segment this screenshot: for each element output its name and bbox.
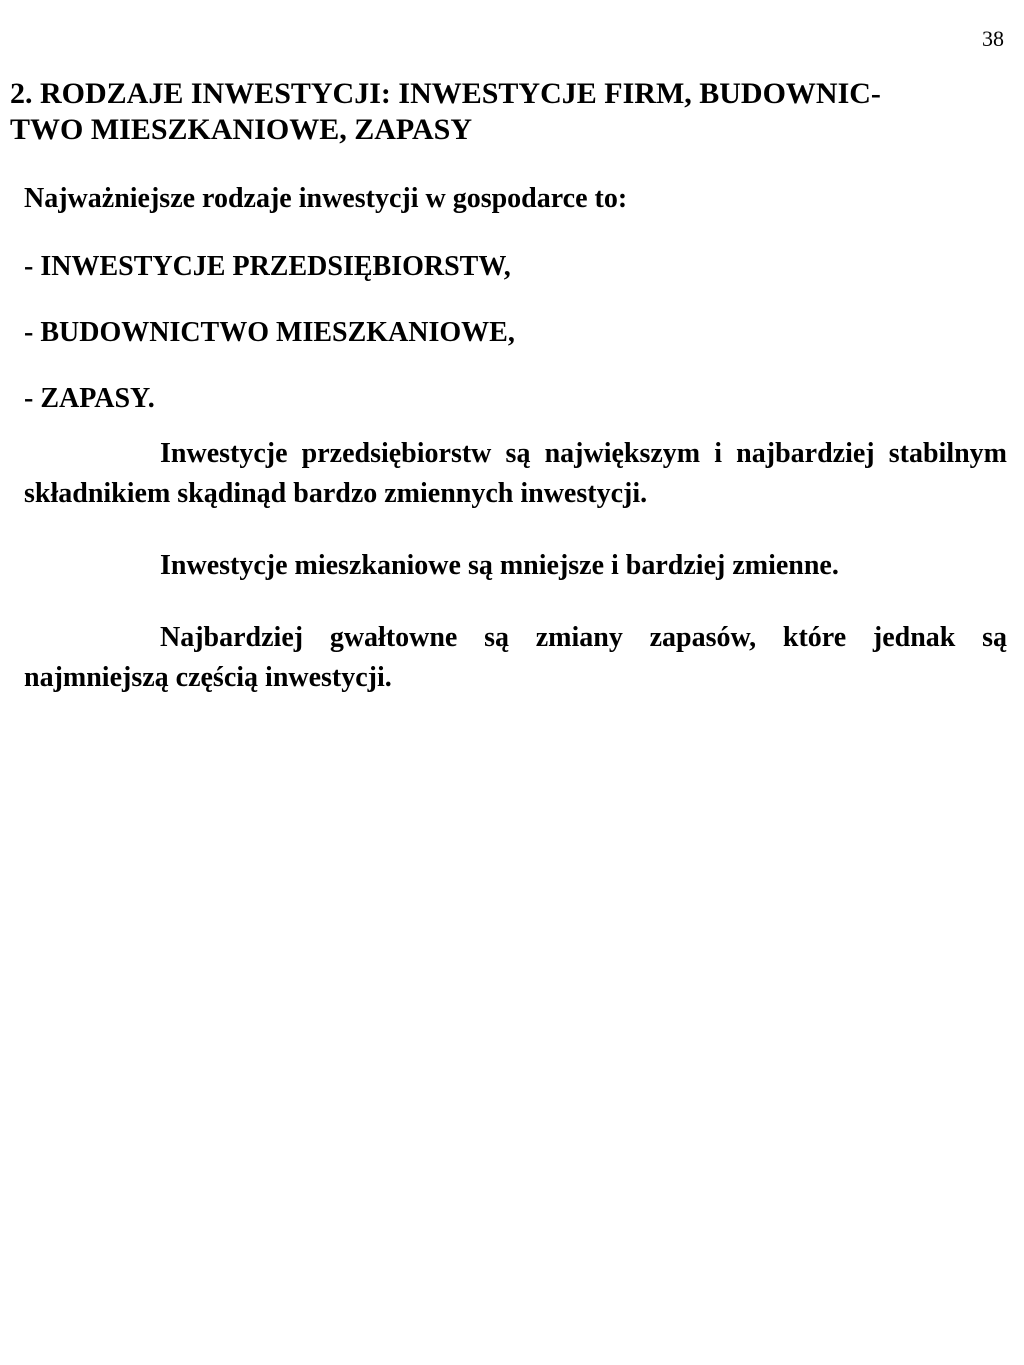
- page-number: 38: [982, 26, 1004, 51]
- list-item-inventories: - ZAPASY.: [24, 383, 155, 414]
- section-title-line-1: 2. RODZAJE INWESTYCJI: INWESTYCJE FIRM, BUDOWNIC-: [10, 77, 881, 110]
- list-item-residential-construction: - BUDOWNICTWO MIESZKANIOWE,: [24, 317, 515, 348]
- paragraph-residential-investment: Inwestycje mieszkaniowe są mniejsze i bardziej zmienne.: [160, 550, 839, 581]
- section-title-line-2: TWO MIESZKANIOWE, ZAPASY: [10, 113, 473, 146]
- investment-types-list: [24, 250, 515, 448]
- paragraph-business-investment: Inwestycje przedsiębiorstw są największym i najbardziej stabilnym składnikiem skądinąd bardzo zmiennych inwestycji.: [24, 438, 1007, 509]
- paragraph-inventories: Najbardziej gwałtowne są zmiany zapasów, które jednak są najmniejszą częścią inwestycji.: [24, 622, 1007, 693]
- intro-text: Najważniejsze rodzaje inwestycji w gospodarce to:: [24, 183, 628, 214]
- list-item-business-investment: - INWESTYCJE PRZEDSIĘBIORSTW,: [24, 251, 511, 282]
- body-text: [24, 434, 1007, 730]
- section-title: [10, 76, 1010, 148]
